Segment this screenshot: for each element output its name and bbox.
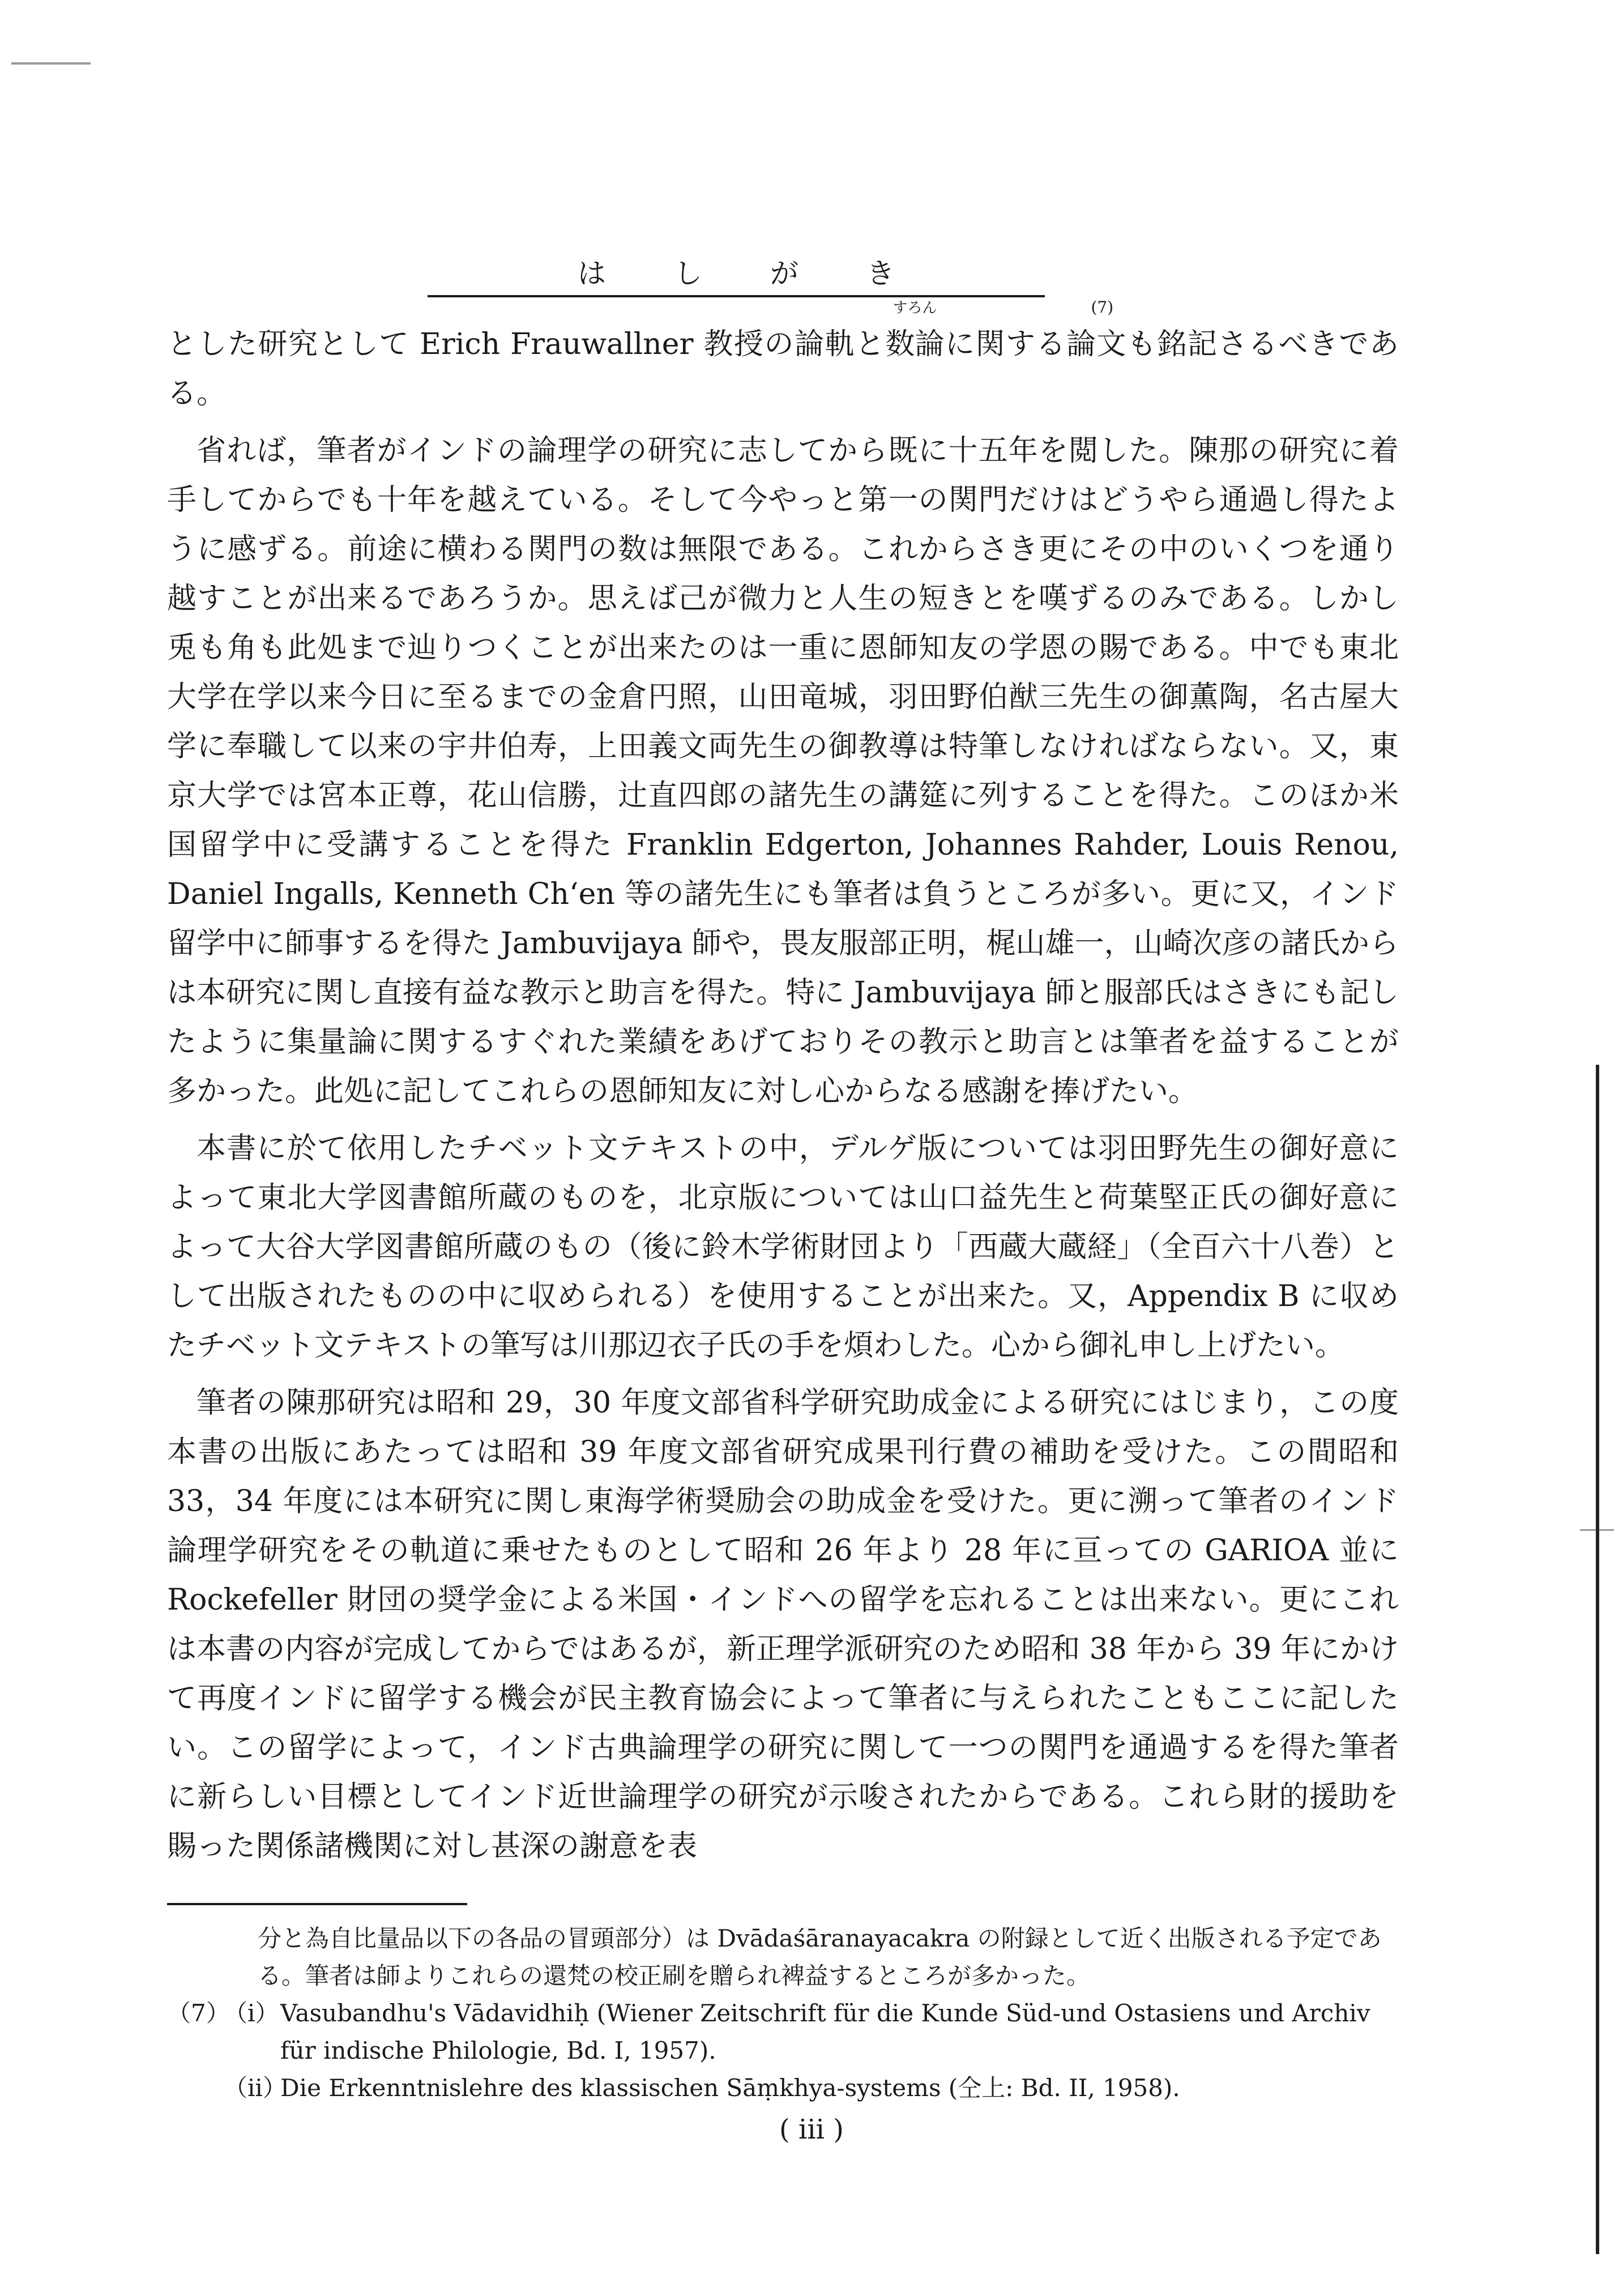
body-text	[167, 298, 1399, 1879]
footnote-7-number-spacer	[167, 2069, 224, 2107]
footnote-7-text-i: Vasubandhu's Vādavidhiḥ (Wiener Zeitschrift für die Kunde Süd-und Ostasiens und Archiv für indische Philologie, Bd. I, 1957).	[280, 1999, 1370, 2064]
footnote-ref-base: 文	[1096, 327, 1126, 361]
ruby-reading: すろん	[892, 300, 937, 317]
page-header: はしがき	[428, 252, 1045, 297]
para1-text-middle: に関する論	[944, 327, 1097, 361]
paragraph-1	[167, 298, 1399, 419]
paragraph-2: 省れば，筆者がインドの論理学の研究に志してから既に十五年を閲した。陳那の研究に着手してからでも十年を越えている。そして今やっと第一の関門だけはどうやら通過し得たように感ずる。前途に横わる関門の数は無限である。これからさき更にその中のいくつを通り越すことが出来るであろうか。思えば己が微力と人生の短きとを嘆ずるのみである。しかし兎も角も此処まで辿りつくことが出来たのは一重に恩師知友の学恩の賜である。中でも東北大学在学以来今日に至るまでの金倉円照，山田竜城，羽田野伯猷三先生の御薫陶，名古屋大学に奉職して以来の宇井伯寿，上田義文両先生の御教導は特筆しなければならない。又，東京大学では宮本正尊，花山信勝，辻直四郎の諸先生の講筵に列することを得た。このほか米国留学中に受講することを得た Franklin Edgerton, Johannes Rahder, Louis Renou, Daniel Ingalls, Kenneth Ch‘en 等の諸先生にも筆者は負うところが多い。更に又，インド留学中に師事するを得た Jambuvijaya 師や，畏友服部正明，梶山雄一，山崎次彦の諸氏からは本研究に関し直接有益な教示と助言を得た。特に Jambuvijaya 師と服部氏はさきにも記したように集量論に関するすぐれた業績をあげておりその教示と助言とは筆者を益することが多かった。此処に記してこれらの恩師知友に対し心からなる感謝を捧げたい。	[167, 434, 1399, 1108]
footnote-7-item-2	[167, 2069, 1399, 2107]
footnote-separator	[167, 1903, 467, 1905]
ruby-base: 数論	[885, 327, 945, 361]
paragraph-3: 本書に於て依用したチベット文テキストの中，デルゲ版については羽田野先生の御好意によって東北大学図書館所蔵のものを，北京版については山口益先生と荷葉堅正氏の御好意によって大谷大学図書館所蔵のもの（後に鈴木学術財団より「西蔵大蔵経」（全百六十八巻）として出版されたものの中に収められる）を使用することが出来た。又，Appendix B に収めたチベット文テキストの筆写は川那辺衣子氏の手を煩わした。心から御礼申し上げたい。	[167, 1132, 1399, 1363]
footnotes	[167, 1920, 1399, 2107]
footnote-continuation: 分と為自比量品以下の各品の冒頭部分）は Dvādaśāranayacakra の附録として近く出版される予定である。筆者は師よりこれらの還梵の校正刷を贈られ裨益するところが多かった。	[258, 1924, 1382, 1990]
footnote-7-item-1	[167, 1995, 1399, 2069]
footnote-7-label-i: （i）	[224, 1999, 279, 2027]
para1-text-after: も銘記さるべきである。	[167, 327, 1399, 411]
footnote-7-number: （7）	[167, 1999, 230, 2027]
footnote-marker: (7)	[1091, 298, 1114, 317]
ruby-annotation	[885, 300, 945, 369]
para1-text-before: とした研究として Erich Frauwallner 教授の論軌と	[167, 327, 886, 361]
footnote-7-text-ii: Die Erkenntnislehre des klassischen Sāṃkhya-systems (仝上: Bd. II, 1958).	[280, 2074, 1180, 2102]
scan-mark-right-dash	[1580, 1529, 1614, 1531]
paragraph-4: 筆者の陳那研究は昭和 29，30 年度文部省科学研究助成金による研究にはじまり，この度本書の出版にあたっては昭和 39 年度文部省研究成果刊行費の補助を受けた。この間昭和 33，34 年度には本研究に関し東海学術奨励会の助成金を受けた。更に溯って筆者のインド論理学研究をその軌道に乗せたものとして昭和 26 年より 28 年に亘っての GARIOA 並に Rockefeller 財団の奨学金による米国・インドへの留学を忘れることは出来ない。更にこれは本書の内容が完成してからではあるが，新正理学派研究のため昭和 38 年から 39 年にかけて再度インドに留学する機会が民主教育協会によって筆者に与えられたこともここに記したい。この留学によって，インド古典論理学の研究に関して一つの関門を通過するを得た筆者に新らしい目標としてインド近世論理学の研究が示唆されたからである。これら財的援助を賜った関係諸機関に対し甚深の謝意を表	[167, 1386, 1399, 1863]
scan-mark-top-left	[11, 62, 91, 65]
scan-mark-right-edge	[1596, 1065, 1599, 2254]
footnote-7-label-ii: （ii）	[224, 2074, 287, 2102]
footnote-ref-7	[1091, 298, 1126, 369]
page-number: ( iii )	[779, 2114, 844, 2145]
